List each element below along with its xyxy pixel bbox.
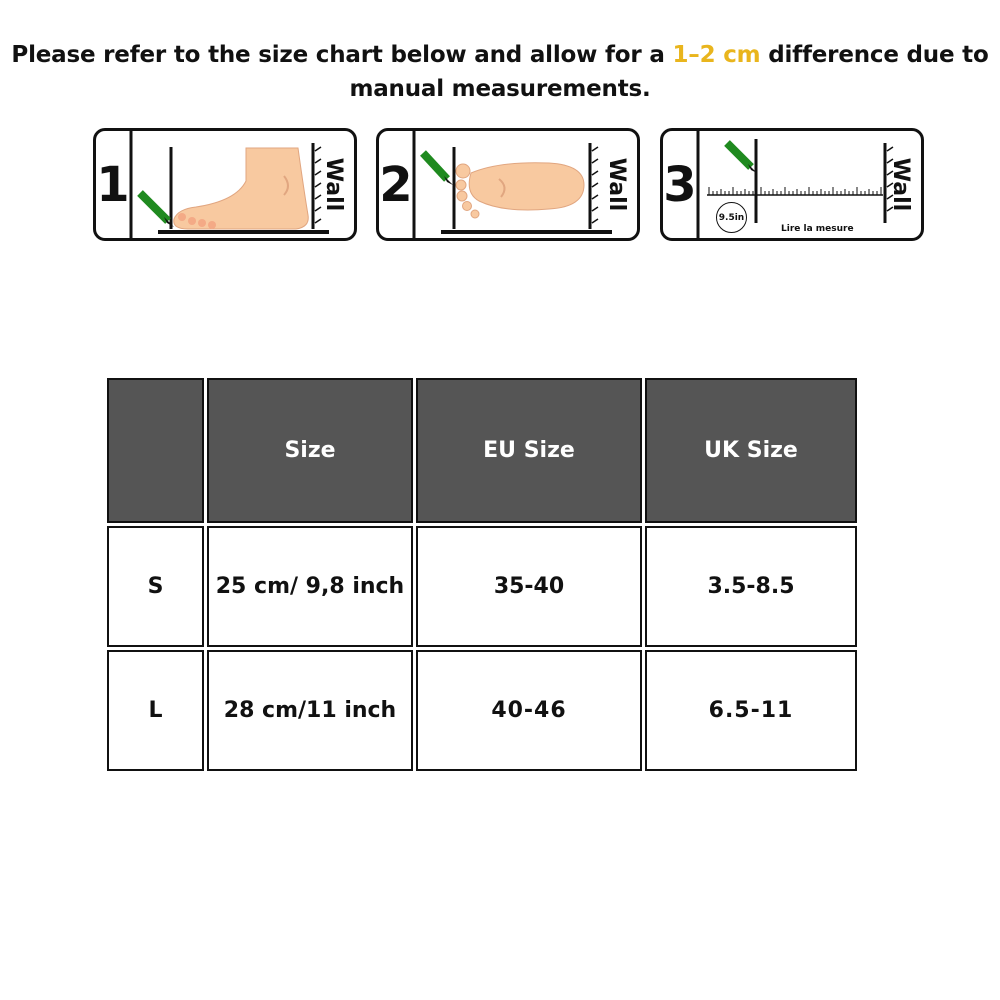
row-label: L <box>107 650 204 771</box>
step-number: 3 <box>663 156 697 213</box>
step-3-panel <box>660 128 924 241</box>
heading-highlight: 1–2 cm <box>672 42 761 68</box>
size-cell: 28 cm/11 inch <box>207 650 413 771</box>
table-header-row <box>107 378 857 523</box>
wall-label: Wall <box>604 157 630 212</box>
measurement-badge: 9.5in <box>716 202 747 233</box>
read-measurement-label: Lire la mesure <box>781 224 854 234</box>
header-cell-uk-size: UK Size <box>645 378 857 523</box>
table-row <box>107 650 857 771</box>
header-cell-blank <box>107 378 204 523</box>
pencil-icon <box>423 153 453 185</box>
eu-size-cell: 40-46 <box>416 650 642 771</box>
wall-label: Wall <box>888 157 914 212</box>
step-1-panel <box>93 128 357 241</box>
wall-label: Wall <box>321 157 347 212</box>
step-2-panel <box>376 128 640 241</box>
size-chart-table <box>104 375 860 774</box>
heading-text-after: difference due to manual measurements. <box>349 42 989 102</box>
step-number: 1 <box>96 156 130 213</box>
instruction-heading <box>0 38 1000 106</box>
ruler-icon <box>707 187 883 195</box>
uk-size-cell: 3.5-8.5 <box>645 526 857 647</box>
header-cell-size: Size <box>207 378 413 523</box>
row-label: S <box>107 526 204 647</box>
uk-size-cell: 6.5-11 <box>645 650 857 771</box>
pencil-icon <box>727 143 757 173</box>
eu-size-cell: 35-40 <box>416 526 642 647</box>
wall-hatch-icon <box>592 147 598 223</box>
pencil-icon <box>140 193 174 227</box>
table-row <box>107 526 857 647</box>
heading-text-before: Please refer to the size chart below and allow for a <box>11 42 673 68</box>
size-cell: 25 cm/ 9,8 inch <box>207 526 413 647</box>
header-cell-eu-size: EU Size <box>416 378 642 523</box>
step-number: 2 <box>379 156 413 213</box>
